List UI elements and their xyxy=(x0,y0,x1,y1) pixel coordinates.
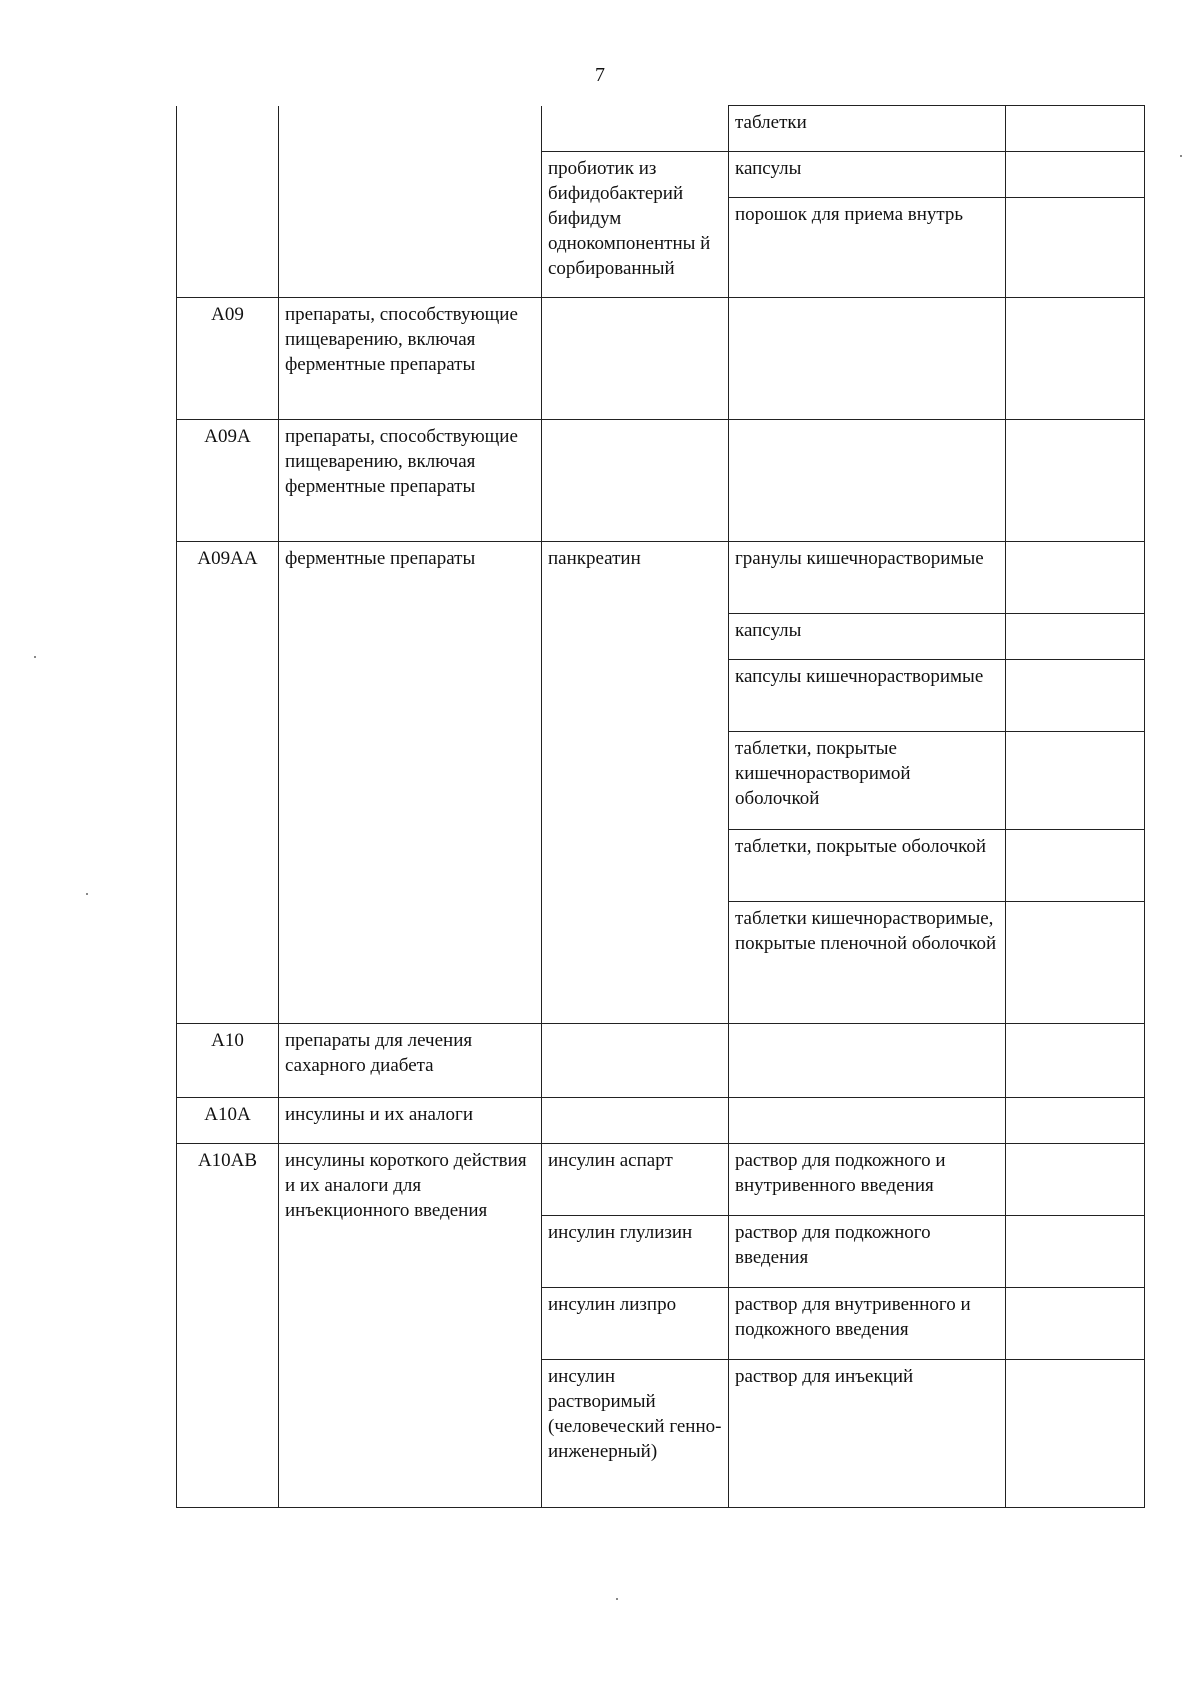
scan-speck xyxy=(1180,155,1182,157)
dosage-form-cell: капсулы кишечнорастворимые xyxy=(729,660,1006,732)
drug-cell: инсулин лизпро xyxy=(542,1288,729,1360)
atc-code-cell: A10AB xyxy=(177,1144,279,1508)
dosage-form-cell: раствор для подкожного введения xyxy=(729,1216,1006,1288)
dosage-form-cell: таблетки, покрытые кишечнорастворимой оболочкой xyxy=(729,732,1006,830)
group-cell: препараты, способствующие пищеварению, включая ферментные препараты xyxy=(279,420,542,542)
drug-list-table xyxy=(176,105,1145,1508)
dosage-form-cell: капсулы xyxy=(729,152,1006,198)
dosage-form-cell: гранулы кишечнорастворимые xyxy=(729,542,1006,614)
group-cell: инсулины короткого действия и их аналоги для инъекционного введения xyxy=(279,1144,542,1508)
scan-speck xyxy=(34,656,36,658)
notes-cell xyxy=(1006,1216,1145,1288)
notes-cell xyxy=(1006,732,1145,830)
dosage-form-cell: раствор для инъекций xyxy=(729,1360,1006,1508)
notes-cell xyxy=(1006,830,1145,902)
atc-code-cell: A10 xyxy=(177,1024,279,1098)
drug-cell: инсулин растворимый (человеческий генно-инженерный) xyxy=(542,1360,729,1508)
dosage-form-cell: порошок для приема внутрь xyxy=(729,198,1006,298)
table-row xyxy=(177,1098,1145,1144)
notes-cell xyxy=(1006,198,1145,298)
notes-cell xyxy=(1006,1098,1145,1144)
table-row xyxy=(177,106,1145,152)
drug-cell: панкреатин xyxy=(542,542,729,1024)
drug-cell xyxy=(542,1024,729,1098)
dosage-form-cell: таблетки, покрытые оболочкой xyxy=(729,830,1006,902)
atc-code-cell: A09A xyxy=(177,420,279,542)
atc-code-cell: A10A xyxy=(177,1098,279,1144)
drug-cell xyxy=(542,1098,729,1144)
table-row xyxy=(177,1024,1145,1098)
notes-cell xyxy=(1006,1024,1145,1098)
atc-code-cell: A09AA xyxy=(177,542,279,1024)
atc-code-cell: A09 xyxy=(177,298,279,420)
group-cell xyxy=(279,106,542,298)
group-cell: ферментные препараты xyxy=(279,542,542,1024)
dosage-form-cell xyxy=(729,1024,1006,1098)
dosage-form-cell xyxy=(729,1098,1006,1144)
table-row xyxy=(177,298,1145,420)
notes-cell xyxy=(1006,542,1145,614)
dosage-form-cell: раствор для внутривенного и подкожного введения xyxy=(729,1288,1006,1360)
drug-cell: пробиотик из бифидобактерий бифидум однокомпонентны й сорбированный xyxy=(542,152,729,298)
notes-cell xyxy=(1006,298,1145,420)
scan-speck xyxy=(616,1598,618,1600)
dosage-form-cell xyxy=(729,420,1006,542)
drug-cell xyxy=(542,298,729,420)
scan-speck xyxy=(86,893,88,895)
notes-cell xyxy=(1006,1288,1145,1360)
dosage-form-cell: раствор для подкожного и внутривенного введения xyxy=(729,1144,1006,1216)
drug-cell xyxy=(542,420,729,542)
group-cell: инсулины и их аналоги xyxy=(279,1098,542,1144)
dosage-form-cell xyxy=(729,298,1006,420)
table-row xyxy=(177,1144,1145,1216)
dosage-form-cell: капсулы xyxy=(729,614,1006,660)
notes-cell xyxy=(1006,660,1145,732)
group-cell: препараты, способствующие пищеварению, включая ферментные препараты xyxy=(279,298,542,420)
notes-cell xyxy=(1006,614,1145,660)
drug-cell xyxy=(542,106,729,152)
atc-code-cell xyxy=(177,106,279,298)
drug-cell: инсулин глулизин xyxy=(542,1216,729,1288)
notes-cell xyxy=(1006,1360,1145,1508)
page-number: 7 xyxy=(595,64,605,86)
notes-cell xyxy=(1006,152,1145,198)
notes-cell xyxy=(1006,902,1145,1024)
table-row xyxy=(177,542,1145,614)
notes-cell xyxy=(1006,1144,1145,1216)
notes-cell xyxy=(1006,106,1145,152)
table-row xyxy=(177,420,1145,542)
drug-cell: инсулин аспарт xyxy=(542,1144,729,1216)
notes-cell xyxy=(1006,420,1145,542)
dosage-form-cell: таблетки xyxy=(729,106,1006,152)
dosage-form-cell: таблетки кишечнорастворимые, покрытые пленочной оболочкой xyxy=(729,902,1006,1024)
group-cell: препараты для лечения сахарного диабета xyxy=(279,1024,542,1098)
